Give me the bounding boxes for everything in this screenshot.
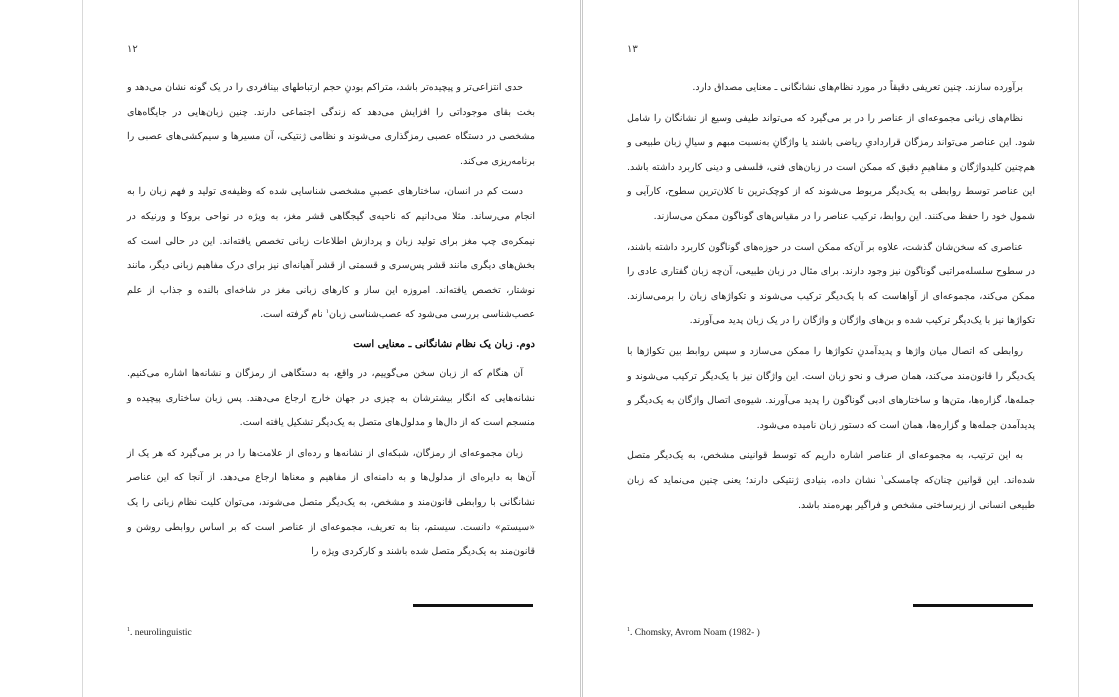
footnote-marker: 1 xyxy=(627,627,630,633)
paragraph: روابطی که اتصال میان واژها و پدیدآمدنِ تکواژها را ممکن می‌سازد و سپس روابط بین تکواژها با یک‌دیگر را قانون‌مند می‌کند، همان صرف و نحو زبان است. این واژگان نیز با یک‌دیگر ترکیب می‌شوند و جمله‌ها، گزاره‌ها، متن‌ها و ساختارهای ادبی گوناگون را پدید می‌آورند. شیوه‌ی اتصال واژگان به یک‌دیگر و پدیدآمدن جمله‌ها و گزاره‌ها، همان است که دستور زبان نامیده می‌شود. xyxy=(627,345,1035,431)
paragraph: حدی انتزاعی‌تر و پیچیده‌تر باشد، متراکم بودنِ حجم ارتباطهای بینافردی را در یک گونه نشان می‌دهد و بخت بقای موجوداتی را افزایش می‌دهد که زندگی اجتماعی دارند. چنین زبان‌هایی در جایگاه‌های مشخصی در دستگاه عصبی رمزگذاری می‌شوند و نظامی ژنتیکی، آن مسیرها و سیم‌کشی‌های عصبی را برنامه‌ریزی می‌کند. xyxy=(127,82,535,167)
page-body xyxy=(627,76,1035,524)
footnote-reference[interactable]: ۱ xyxy=(325,308,330,316)
page-number: ۱۳ xyxy=(627,44,638,55)
paragraph xyxy=(627,444,1035,518)
paragraph: برآورده سازند. چنین تعریفی دقیقاً در مورد نظام‌های نشانگانی ـ معنایی مصداق دارد. xyxy=(692,82,1023,93)
paragraph-text-end: نشان داده، بنیادی ژنتیکی دارند؛ یعنی چنین می‌نماید که زبان طبیعی انسانی از زیرساختی مشخص و فراگیر بهره‌مند باشد. xyxy=(627,474,1035,511)
footnote xyxy=(627,627,760,638)
left-page xyxy=(82,0,581,697)
page-body xyxy=(127,76,535,571)
section-heading: دوم. زبان یک نظام نشانگانی ـ معنایی است xyxy=(353,338,535,350)
footnote-marker: 1 xyxy=(127,627,130,633)
footnote-text: . neurolinguistic xyxy=(130,628,192,639)
paragraph-text-end: نام گرفته است. xyxy=(260,309,326,321)
footnote-text: . Chomsky, Avrom Noam (1982- ) xyxy=(630,628,760,639)
paragraph: آن هنگام که از زبان سخن می‌گوییم، در واقع، به دستگاهی از رمزگان و نشانه‌ها اشاره می‌کنیم. نشانه‌هایی که انگار بیشترشان به چیزی در جهان خارج ارجاع می‌دهند. پس زبان ساختاری پیچیده و منسجم است که از دال‌ها و مدلول‌های متصل به یک‌دیگر تشکیل یافته است. xyxy=(127,367,535,429)
footnote-separator xyxy=(413,604,533,607)
right-page xyxy=(582,0,1079,697)
paragraph: عناصری که سخن‌شان گذشت، علاوه بر آن‌که ممکن است در حوزه‌های گوناگون کاربرد داشته باشند، در سطوح سلسله‌مراتبی گوناگون نیز وجود دارند. برای مثال در زبان طبیعی، آن‌چه زبان گفتاری عادی را ممکن می‌کند، مجموعه‌ای از آواهاست که با یک‌دیگر ترکیب می‌شوند و تکواژهای زبان را برمی‌سازند. تکواژها نیز با یک‌دیگر ترکیب شده و بن‌های واژگان و واژگان را در یک زبان پدید می‌آورند. xyxy=(627,241,1035,327)
page-number: ۱۲ xyxy=(127,44,138,55)
footnote-reference[interactable]: ۱ xyxy=(880,473,884,481)
paragraph-text: دست کم در انسان، ساختارهای عصبیِ مشخصی شناسایی شده که وظیفه‌ی تولید و فهم زبان را به انجام می‌رساند. مثلا می‌دانیم که ناحیه‌ی گیجگاهی قشر مغز، به ویژه در نواحی بروکا و ورنیکه در نیمکره‌ی چپ مغز برای تولید زبان و پردازش اطلاعات زبانی تخصص یافته‌اند. این در حالی است که بخش‌های دیگری مانند قشر پس‌سری و قسمتی از قشر آهیانه‌ای نیز برای درک مفاهیم زبانی دیگر، مانند نوشتار، تخصص یافته‌اند. امروزه این ساز و کارهای زبانی مغز در شاخه‌ای بالنده و جذاب از علم عصب‌شناسی بررسی می‌شود که عصب‌شناسی زبان xyxy=(127,186,535,321)
paragraph xyxy=(127,180,535,328)
footnote xyxy=(127,627,192,638)
paragraph: نظام‌های زبانی مجموعه‌ای از عناصر را در بر می‌گیرد که می‌تواند طیفی وسیع از نشانگان را شامل شود. این عناصر می‌تواند رمزگان قراردادیِ ریاضی باشند یا واژگانِ به‌نسبت مبهم و سیالِ زبان طبیعی و هم‌چنین کلیدواژگان و مفاهیمِ دقیق که ممکن است در زبان‌های فنی، فلسفی و دینی کاربرد داشته باشد. این عناصر توسط روابطی به یک‌دیگر مربوط می‌شوند که از کوچک‌ترین تا کلان‌ترین سطوح، کارآیی و شمول خود را حفظ می‌کنند. این روابط، ترکیب عناصر را در مقیاس‌های گوناگون ممکن می‌سازند. xyxy=(627,112,1035,222)
paragraph: زبان مجموعه‌ای از رمزگان، شبکه‌ای از نشانه‌ها و رده‌ای از علامت‌ها را در بر می‌گیرد که هر یک از آن‌ها به دایره‌ای از مدلول‌ها و به دامنه‌ای از مفاهیم و معناها ارجاع می‌دهد. از آنجا که این عناصر نشانگانی با روابطی قانون‌مند و مشخص، به یک‌دیگر متصل می‌شوند، می‌توان کلیت نظام زبانی را یک «سیستم» دانست. سیستم، بنا به تعریف، مجموعه‌ای از عناصر است که بر اساس روابطی روشن و قانون‌مند به یک‌دیگر متصل شده باشند و کارکردی ویژه را xyxy=(127,447,535,558)
paragraph-text: به این ترتیب، به مجموعه‌ای از عناصر اشاره داریم که توسط قوانینی مشخص، به یک‌دیگر متصل شده‌اند. این قوانین چنان‌که چامسکی xyxy=(627,450,1035,486)
footnote-separator xyxy=(913,604,1033,607)
